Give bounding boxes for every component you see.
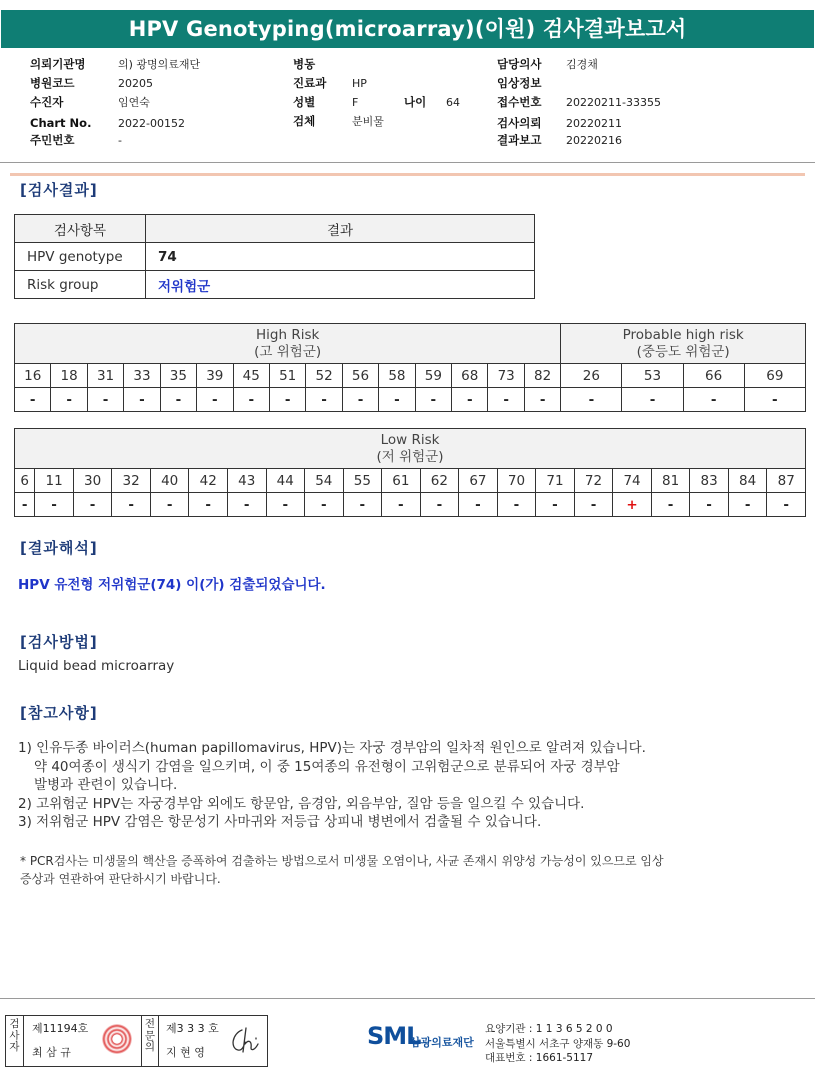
organization-name: 삼광의료재단: [410, 1036, 474, 1049]
note-2: 2) 고위험군 HPV는 자궁경부암 외에도 항문암, 음경암, 외음부암, 질암 등을 일으킬 수 있습니다.: [18, 795, 585, 812]
genotype-cell: 31: [87, 364, 123, 388]
genotype-result-cell: +: [613, 493, 652, 517]
genotype-result-cell: -: [160, 388, 196, 412]
row-item: HPV genotype: [15, 243, 146, 271]
row-result: 저위험군: [146, 271, 535, 299]
genotype-result-cell: -: [343, 493, 382, 517]
signature-box: [5, 1015, 268, 1067]
genotype-result-cell: -: [124, 388, 160, 412]
genotype-cell: 32: [112, 469, 151, 493]
genotype-result-cell: -: [452, 388, 488, 412]
probable-title: Probable high risk: [622, 326, 744, 343]
genotype-result-cell: -: [189, 493, 228, 517]
department-label: 진료과: [293, 76, 327, 90]
genotype-cell: 68: [452, 364, 488, 388]
low-risk-results-row: [15, 493, 806, 517]
genotype-cell: 73: [488, 364, 524, 388]
genotype-cell: 11: [35, 469, 74, 493]
institution-value: 의) 광명의료재단: [118, 58, 201, 71]
genotype-cell: 51: [269, 364, 305, 388]
method-text: Liquid bead microarray: [18, 658, 175, 674]
specialist-label: 전문의: [141, 1016, 159, 1066]
chart-no-value: 2022-00152: [118, 117, 185, 130]
recipient-label: 수진자: [30, 95, 64, 109]
high-risk-title: High Risk: [256, 326, 320, 343]
probable-high-risk-header: [561, 324, 806, 364]
method-section-title: [검사방법]: [20, 633, 98, 651]
genotype-cell: 40: [150, 469, 189, 493]
examiner-name: 최 삼 규: [32, 1046, 71, 1059]
high-risk-table: [14, 323, 806, 412]
genotype-cell: 62: [420, 469, 459, 493]
genotype-result-cell: -: [87, 388, 123, 412]
genotype-result-cell: -: [420, 493, 459, 517]
table-row: [15, 243, 535, 271]
genotype-cell: 61: [382, 469, 421, 493]
genotype-cell: 45: [233, 364, 269, 388]
genotype-cell: 59: [415, 364, 451, 388]
genotype-cell: 39: [197, 364, 233, 388]
note-1-line-3: 발병과 관련이 있습니다.: [34, 777, 178, 793]
genotype-cell: 74: [613, 469, 652, 493]
high-risk-types-row: [15, 364, 806, 388]
genotype-cell: 33: [124, 364, 160, 388]
genotype-result-cell: -: [651, 493, 690, 517]
genotype-result-cell: -: [51, 388, 87, 412]
request-date-label: 검사의뢰: [497, 116, 542, 130]
low-risk-types-row: [15, 469, 806, 493]
result-table-header: [15, 215, 535, 243]
genotype-result-cell: -: [622, 388, 683, 412]
specimen-label: 검체: [293, 114, 316, 128]
organization-info: [485, 1022, 630, 1066]
genotype-result-cell: -: [524, 388, 560, 412]
genotype-cell: 67: [459, 469, 498, 493]
age-value: 64: [446, 96, 460, 109]
signature-icon: [228, 1026, 262, 1056]
genotype-cell: 69: [744, 364, 805, 388]
sex-label: 성별: [293, 95, 316, 109]
seal-stamp-icon: [102, 1024, 132, 1054]
high-risk-subtitle: (고 위험군): [254, 343, 322, 360]
col-result-header: 결과: [146, 215, 535, 243]
genotype-cell: 72: [574, 469, 613, 493]
genotype-result-cell: -: [536, 493, 575, 517]
doctor-label: 담당의사: [497, 57, 542, 71]
genotype-cell: 35: [160, 364, 196, 388]
note-1-line-2: 약 40여종이 생식기 감염을 일으키며, 이 중 15여종의 유전형이 고위험군으로 분류되어 자궁 경부암: [34, 758, 620, 775]
genotype-cell: 84: [728, 469, 767, 493]
genotype-cell: 44: [266, 469, 305, 493]
genotype-cell: 52: [306, 364, 342, 388]
genotype-result-cell: -: [15, 388, 51, 412]
genotype-result-cell: -: [266, 493, 305, 517]
genotype-result-cell: -: [379, 388, 415, 412]
genotype-cell: 83: [690, 469, 729, 493]
footnote-line-1: * PCR검사는 미생물의 핵산을 증폭하여 검출하는 방법으로서 미생물 오염이나, 사균 존재시 위양성 가능성이 있으므로 임상: [20, 854, 664, 868]
genotype-cell: 42: [189, 469, 228, 493]
specimen-value: 분비물: [352, 115, 384, 128]
specialist-license: 제3 3 3 호: [166, 1022, 219, 1035]
genotype-cell: 70: [497, 469, 536, 493]
genotype-result-cell: -: [342, 388, 378, 412]
genotype-cell: 53: [622, 364, 683, 388]
genotype-cell: 87: [767, 469, 806, 493]
genotype-cell: 54: [305, 469, 344, 493]
care-institution-no: 요양기관 : 1 1 3 6 5 2 0 0: [485, 1023, 613, 1035]
low-risk-table: [14, 428, 806, 517]
examiner-license: 제11194호: [32, 1022, 89, 1035]
genotype-result-cell: -: [415, 388, 451, 412]
genotype-result-cell: -: [683, 388, 744, 412]
footer-divider: [0, 998, 815, 999]
genotype-cell: 81: [651, 469, 690, 493]
genotype-result-cell: -: [150, 493, 189, 517]
specialist-name: 지 현 영: [166, 1046, 205, 1059]
genotype-result-cell: -: [112, 493, 151, 517]
patient-info: [0, 0, 815, 160]
low-risk-group-row: [15, 429, 806, 469]
low-risk-header: [15, 429, 806, 469]
report-title: HPV Genotyping(microarray)(이원) 검사결과보고서: [1, 10, 814, 48]
report-date-value: 20220216: [566, 134, 622, 147]
footnote: [20, 852, 664, 888]
ward-label: 병동: [293, 57, 316, 71]
institution-label: 의뢰기관명: [30, 57, 86, 71]
genotype-result-cell: -: [233, 388, 269, 412]
table-row: [15, 271, 535, 299]
genotype-cell: 16: [15, 364, 51, 388]
examiner-label: 검사자: [6, 1016, 24, 1066]
sml-logo-text: SML: [367, 1022, 421, 1050]
genotype-result-cell: -: [382, 493, 421, 517]
genotype-cell: 6: [15, 469, 35, 493]
genotype-cell: 58: [379, 364, 415, 388]
low-risk-title: Low Risk: [380, 431, 440, 448]
genotype-result-cell: -: [197, 388, 233, 412]
genotype-cell: 66: [683, 364, 744, 388]
notes-section-title: [참고사항]: [20, 704, 98, 722]
genotype-result-cell: -: [690, 493, 729, 517]
genotype-result-cell: -: [744, 388, 805, 412]
col-item-header: 검사항목: [15, 215, 146, 243]
results-section-title: [검사결과]: [20, 181, 98, 199]
genotype-cell: 71: [536, 469, 575, 493]
receipt-no-label: 접수번호: [497, 95, 542, 109]
genotype-result-cell: -: [305, 493, 344, 517]
high-risk-header: [15, 324, 561, 364]
genotype-result-cell: -: [767, 493, 806, 517]
report-date-label: 결과보고: [497, 133, 542, 147]
sex-value: F: [352, 96, 359, 109]
notes-list: [18, 739, 646, 832]
genotype-result-cell: -: [73, 493, 112, 517]
high-risk-group-row: [15, 324, 806, 364]
request-date-value: 20220211: [566, 117, 622, 130]
resident-no-value: -: [118, 134, 122, 147]
genotype-result-cell: -: [459, 493, 498, 517]
genotype-result-cell: -: [728, 493, 767, 517]
genotype-result-cell: -: [488, 388, 524, 412]
genotype-cell: 82: [524, 364, 560, 388]
genotype-result-cell: -: [15, 493, 35, 517]
clinical-info-label: 임상정보: [497, 76, 542, 90]
doctor-value: 김경채: [566, 58, 598, 71]
genotype-cell: 18: [51, 364, 87, 388]
row-item: Risk group: [15, 271, 146, 299]
organization-logo: [367, 1022, 474, 1050]
note-3: 3) 저위험군 HPV 감염은 항문성기 사마귀와 저등급 상피내 병변에서 검출될 수 있습니다.: [18, 814, 542, 830]
genotype-result-cell: -: [306, 388, 342, 412]
genotype-result-cell: -: [269, 388, 305, 412]
department-value: HP: [352, 77, 367, 90]
note-1-line-1: 1) 인유두종 바이러스(human papillomavirus, HPV)는 자궁 경부암의 일차적 원인으로 알려져 있습니다.: [18, 740, 646, 756]
low-risk-subtitle: (저 위험군): [376, 448, 444, 465]
genotype-cell: 56: [342, 364, 378, 388]
section-divider: [10, 173, 805, 176]
genotype-cell: 55: [343, 469, 382, 493]
genotype-result-cell: -: [497, 493, 536, 517]
genotype-cell: 43: [227, 469, 266, 493]
result-table: [14, 214, 535, 299]
interpretation-section-title: [결과해석]: [20, 539, 98, 557]
footnote-line-2: 증상과 연관하여 판단하시기 바랍니다.: [20, 872, 221, 886]
organization-address: 서울특별시 서초구 양재동 9-60: [485, 1037, 631, 1050]
resident-no-label: 주민번호: [30, 133, 75, 147]
organization-phone: 대표번호 : 1661-5117: [485, 1052, 594, 1064]
genotype-result-cell: -: [227, 493, 266, 517]
recipient-value: 임연숙: [118, 96, 150, 109]
row-result: 74: [146, 243, 535, 271]
genotype-result-cell: -: [35, 493, 74, 517]
hospital-code-label: 병원코드: [30, 76, 75, 90]
genotype-result-cell: -: [561, 388, 622, 412]
age-label: 나이: [404, 95, 427, 109]
header-divider: [0, 162, 815, 163]
genotype-result-cell: -: [574, 493, 613, 517]
genotype-cell: 26: [561, 364, 622, 388]
chart-no-label: Chart No.: [30, 116, 92, 130]
interpretation-text: HPV 유전형 저위험군(74) 이(가) 검출되었습니다.: [18, 577, 326, 593]
hospital-code-value: 20205: [118, 77, 153, 90]
high-risk-results-row: [15, 388, 806, 412]
probable-subtitle: (중등도 위험군): [636, 343, 730, 360]
receipt-no-value: 20220211-33355: [566, 96, 661, 109]
genotype-cell: 30: [73, 469, 112, 493]
